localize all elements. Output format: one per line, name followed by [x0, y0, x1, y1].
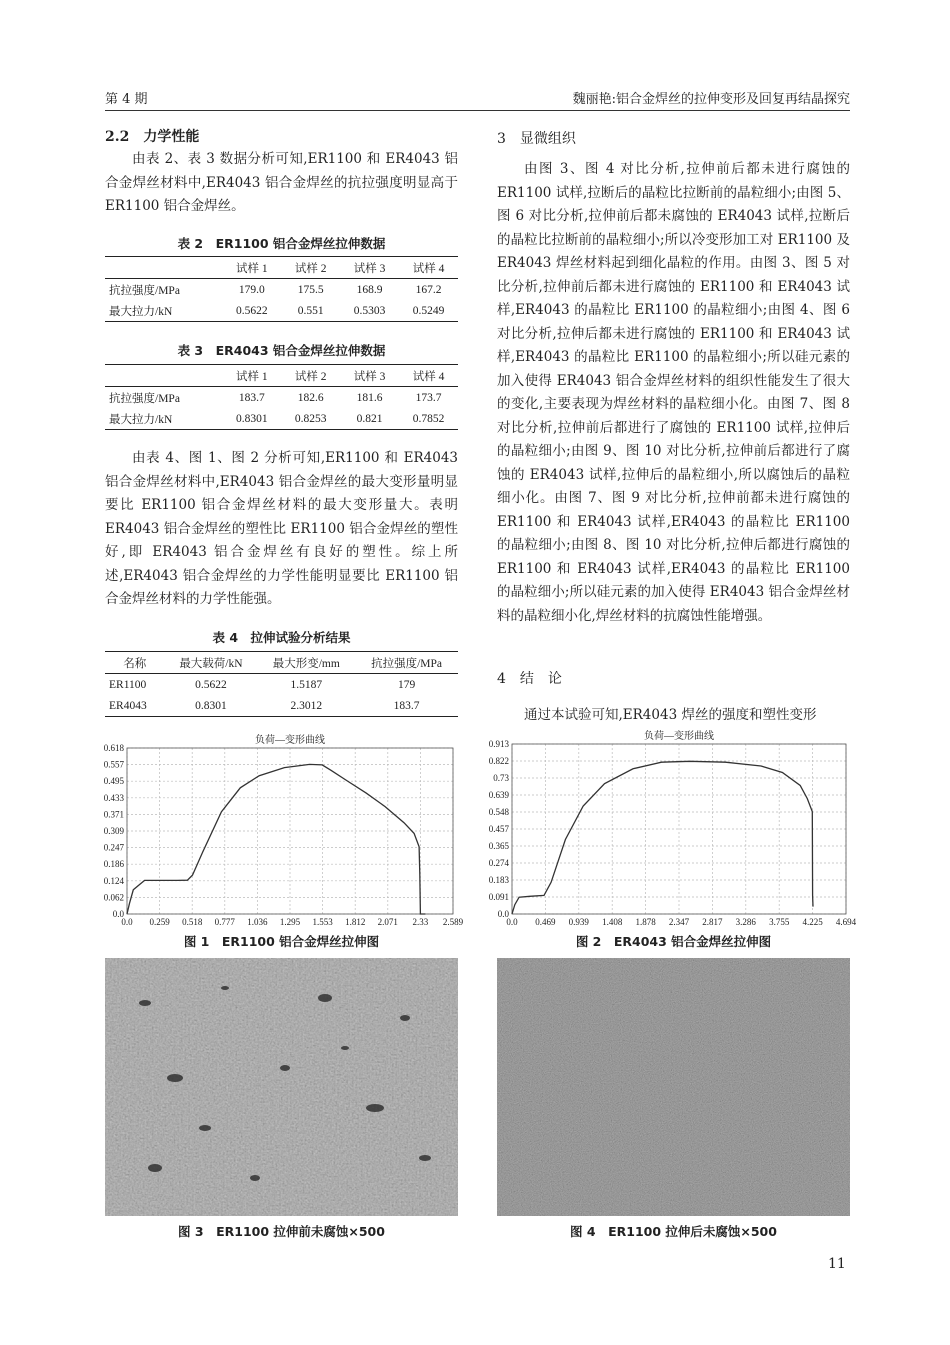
chart-er1100-load-deformation	[95, 730, 465, 930]
x-tick-label: 1.878	[635, 917, 656, 927]
y-tick-label: 0.186	[103, 859, 124, 870]
y-tick-label: 0.557	[103, 759, 124, 770]
y-tick-label: 0.247	[103, 842, 124, 853]
table-header: 试样 4	[399, 365, 458, 387]
table-cell: 183.7	[355, 695, 458, 717]
table-row	[105, 408, 458, 430]
table-cell: 抗拉强度/MPa	[109, 284, 180, 297]
table-row	[105, 674, 458, 696]
micrograph-er1100-before	[105, 958, 458, 1216]
x-tick-label: 0.469	[535, 917, 556, 927]
table-cell: 175.5	[297, 283, 324, 296]
x-tick-label: 4.225	[802, 917, 823, 927]
left-para-2	[105, 447, 458, 612]
x-tick-label: 1.408	[602, 917, 623, 927]
y-tick-label: 0.639	[488, 790, 509, 800]
left-para-1	[105, 148, 458, 219]
y-tick-label: 0.091	[488, 892, 509, 902]
chart-title: 负荷—变形曲线	[644, 731, 714, 742]
running-title: 魏丽艳:铝合金焊丝的拉伸变形及回复再结晶探究	[572, 92, 850, 107]
table-header: 试样 2	[281, 365, 340, 387]
table-header: 名称	[105, 652, 165, 674]
paragraph-text: 由表 2、表 3 数据分析可知,ER1100 和 ER4043 铝合金焊丝材料中,ER4043 铝合金焊丝的抗拉强度明显高于 ER1100 铝合金焊丝。	[105, 151, 458, 214]
paragraph-text: 由表 4、图 1、图 2 分析可知,ER1100 和 ER4043 铝合金焊丝材料中,ER4043 铝合金焊丝的最大变形量明显要比 ER1100 铝合金焊丝材料的最大变形量大。表明 ER4043 铝合金焊丝的塑性比 ER1100 铝合金焊丝的塑性好,即 ER4043 铝合金焊丝有良好的塑性。综上所述,ER4043 铝合金焊丝的力学性能明显要比 ER1100 铝合金焊丝材料的力学性能强。	[105, 450, 458, 607]
x-tick-label: 0.518	[182, 917, 203, 927]
x-tick-label: 4.694	[835, 917, 856, 927]
y-tick-label: 0.062	[103, 892, 124, 903]
table-cell: 181.6	[356, 391, 383, 404]
table-header: 试样 1	[222, 365, 281, 387]
y-tick-label: 0.0	[497, 909, 509, 919]
section-4-heading: 4 结 论	[497, 671, 562, 687]
x-tick-label: 0.0	[506, 917, 518, 927]
y-tick-label: 0.822	[488, 756, 509, 766]
y-tick-label: 0.495	[103, 776, 124, 787]
table-header	[105, 257, 222, 279]
table2-caption: 表 2 ER1100 铝合金焊丝拉伸数据	[177, 236, 386, 251]
table-cell: ER4043	[105, 695, 165, 717]
table-cell: 0.7852	[399, 408, 458, 430]
table-cell: 最大拉力/kN	[105, 300, 222, 322]
table-cell: 167.2	[415, 283, 442, 296]
y-tick-label: 0.457	[488, 824, 509, 834]
table-cell: 1.5187	[290, 678, 323, 691]
y-tick-label: 0.0	[112, 909, 124, 919]
x-tick-label: 0.939	[568, 917, 589, 927]
x-tick-label: 3.755	[769, 917, 790, 927]
table-cell: 0.8253	[281, 408, 340, 430]
x-tick-label: 1.036	[247, 917, 268, 927]
table-row	[105, 300, 458, 322]
table-cell: 182.6	[297, 391, 324, 404]
figure2-caption: 图 2 ER4043 铝合金焊丝拉伸图	[575, 934, 772, 949]
table-header	[105, 365, 222, 387]
figure1-caption: 图 1 ER1100 铝合金焊丝拉伸图	[183, 934, 380, 949]
x-tick-label: 2.817	[702, 917, 723, 927]
y-tick-label: 0.913	[488, 739, 509, 749]
x-tick-label: 2.589	[442, 917, 464, 927]
x-tick-label: 3.286	[735, 917, 756, 927]
table-cell: 179.0	[238, 283, 265, 296]
load-deformation-curve	[127, 764, 425, 914]
table-cell: 0.5249	[399, 300, 458, 322]
table-cell: 0.8301	[222, 408, 281, 430]
table3-caption: 表 3 ER4043 铝合金焊丝拉伸数据	[177, 343, 386, 358]
issue-number: 第 4 期	[105, 92, 148, 107]
load-deformation-curve	[512, 761, 813, 914]
table-cell: ER1100	[109, 678, 147, 691]
table-cell: 2.3012	[257, 695, 355, 717]
table-cell: 183.7	[238, 391, 265, 404]
table3	[105, 364, 458, 430]
y-tick-label: 0.371	[103, 809, 124, 820]
table-row	[105, 695, 458, 717]
table2	[105, 256, 458, 322]
y-tick-label: 0.365	[488, 841, 509, 851]
x-tick-label: 2.347	[668, 917, 690, 927]
figure3-caption: 图 3 ER1100 拉伸前未腐蚀×500	[178, 1224, 385, 1239]
table-cell: 179	[397, 678, 416, 691]
table-cell: 0.5622	[195, 678, 227, 691]
table-header: 抗拉强度/MPa	[355, 652, 458, 674]
y-tick-label: 0.183	[488, 875, 509, 885]
table-header: 最大形变/mm	[257, 652, 355, 674]
y-tick-label: 0.124	[103, 875, 124, 886]
paragraph-text: 由图 3、图 4 对比分析,拉伸前后都未进行腐蚀的 ER1100 试样,拉断后的晶粒比拉断前的晶粒细小;由图 5、图 6 对比分析,拉伸前后都未腐蚀的 ER4043 试样,拉断后的晶粒比拉断前的晶粒细小;所以冷变形加工对 ER1100 及 ER4043 焊丝材料起到细化晶粒的作用。由图 3、图 5 对比分析,拉伸前后都未进行腐蚀的 ER1100 和 ER4043 试样,ER4043 的晶粒比 ER1100 的晶粒细小;由图 4、图 6 对比分析,拉伸后都未进行腐蚀的 ER1100 和 ER4043 试样,ER4043 的晶粒比 ER1100 的晶粒细小;所以硅元素的加入使得 ER4043 铝合金焊丝材料的组织性能发生了很大的变化,主要表现为焊丝材料的晶粒细小化。由图 7、图 8 对比分析,拉伸前后都进行了腐蚀的 ER1100 试样,拉伸后的晶粒细小;由图 9、图 10 对比分析,拉伸前后都进行了腐蚀的 ER4043 试样,拉伸后的晶粒细小,所以腐蚀后的晶粒细小化。由图 7、图 9 对比分析,拉伸前都未进行腐蚀的 ER1100 和 ER4043 试样,ER4043 的晶粒比 ER1100 的晶粒细小;由图 8、图 10 对比分析,拉伸后都进行腐蚀的ER1100 和 ER4043 试样,ER4043 的晶粒比 ER1100 的晶粒细小;所以硅元素的加入使得 ER4043 铝合金焊丝材料的晶粒细小化,焊丝材料的抗腐蚀性能增强。	[497, 161, 850, 624]
y-tick-label: 0.433	[103, 792, 124, 803]
header-rule	[105, 110, 850, 111]
table-header: 试样 1	[222, 257, 281, 279]
chart-title: 负荷—变形曲线	[255, 735, 325, 746]
chart-er4043-load-deformation	[478, 730, 856, 930]
table4	[105, 651, 458, 717]
table-header: 试样 3	[340, 257, 399, 279]
table-cell: 168.9	[356, 283, 383, 296]
table-cell: 抗拉强度/MPa	[109, 392, 180, 405]
table4-caption: 表 4 拉伸试验分析结果	[212, 630, 351, 645]
table-cell: 0.821	[340, 408, 399, 430]
table-header: 试样 3	[340, 365, 399, 387]
x-tick-label: 2.33	[412, 917, 429, 927]
y-tick-label: 0.274	[488, 858, 509, 868]
page-number: 11	[828, 1256, 846, 1272]
x-tick-label: 1.553	[312, 917, 333, 927]
y-tick-label: 0.618	[103, 743, 124, 753]
section-3-body	[497, 158, 850, 628]
table-header: 最大载荷/kN	[165, 652, 258, 674]
micrograph-er1100-after	[497, 958, 850, 1216]
y-tick-label: 0.73	[493, 773, 509, 783]
figure4-caption: 图 4 ER1100 拉伸后未腐蚀×500	[570, 1224, 777, 1239]
section-4-body	[497, 704, 850, 728]
x-tick-label: 2.071	[377, 917, 398, 927]
x-tick-label: 0.259	[149, 917, 170, 927]
y-tick-label: 0.309	[103, 826, 124, 836]
y-tick-label: 0.548	[488, 807, 509, 817]
table-header: 试样 2	[281, 257, 340, 279]
table-row	[105, 387, 458, 409]
table-cell: 0.5622	[222, 300, 281, 322]
table-cell: 173.7	[415, 391, 442, 404]
section-3-heading: 3 显微组织	[497, 131, 576, 147]
table-row	[105, 279, 458, 301]
table-cell: 最大拉力/kN	[105, 408, 222, 430]
table-cell: 0.5303	[340, 300, 399, 322]
table-cell: 0.8301	[165, 695, 258, 717]
x-tick-label: 1.295	[279, 917, 301, 927]
x-tick-label: 0.0	[121, 917, 133, 927]
section-2-2-heading: 2.2 力学性能	[105, 129, 200, 145]
x-tick-label: 0.777	[214, 917, 235, 927]
x-tick-label: 1.812	[345, 917, 366, 927]
table-header: 试样 4	[399, 257, 458, 279]
table-cell: 0.551	[281, 300, 340, 322]
paragraph-text: 通过本试验可知,ER4043 焊丝的强度和塑性变形	[524, 707, 817, 723]
